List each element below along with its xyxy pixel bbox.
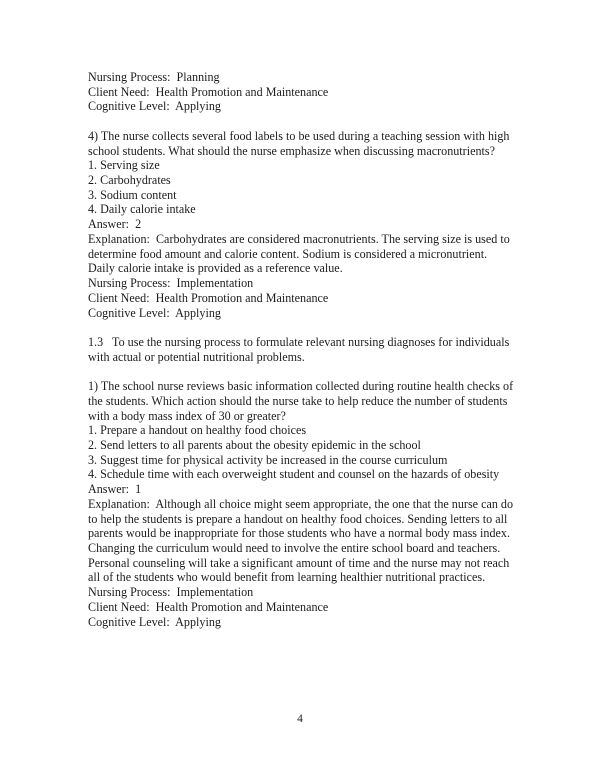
answer-option: 4. Daily calorie intake — [88, 202, 196, 217]
text-block-objective-1-3 — [88, 335, 514, 364]
text-line: Cognitive Level: Applying — [88, 305, 221, 320]
block-spacer — [88, 364, 514, 379]
block-spacer — [88, 320, 514, 335]
text-block-question-4 — [88, 129, 514, 320]
text-line: Nursing Process: Planning — [88, 70, 220, 84]
answer-key: Answer: 1 — [88, 482, 142, 497]
question-stem: 1) The school nurse reviews basic information collected during routine health checks of the students. Which action should the nurse take to help reduce the number of students with a body mass index of 30 or greater? — [88, 379, 517, 423]
page-number: 4 — [297, 713, 303, 725]
text-line: Client Need: Health Promotion and Maintenance — [88, 290, 329, 305]
answer-option: 2. Carbohydrates — [88, 173, 171, 188]
text-line: Nursing Process: Implementation — [88, 276, 254, 291]
answer-option: 1. Serving size — [88, 158, 160, 173]
answer-option: 4. Schedule time with each overweight student and counsel on the hazards of obesity — [88, 467, 500, 482]
explanation: Explanation: Carbohydrates are considered macronutrients. The serving size is used to determine food amount and calorie content. Sodium is considered a micronutrient. Daily calorie intake is provided as a reference value. — [88, 231, 513, 276]
explanation: Explanation: Although all choice might seem appropriate, the one that the nurse can do to help the students is prepare a handout on healthy food choices. Sending letters to all parents would be inappropriate for those students who have a normal body mass index. Changing the curriculum would need to involve the entire school board and teachers. Personal counseling will take a significant amount of time and the nurse may not reach all of the students who would benefit from learning healthier nutritional practices. — [88, 496, 517, 585]
text-block-q3-metadata — [88, 70, 514, 114]
text-line: Cognitive Level: Applying — [88, 614, 221, 629]
objective-heading: 1.3 To use the nursing process to formulate relevant nursing diagnoses for individuals with actual or potential nutritional problems. — [88, 334, 513, 364]
block-spacer — [88, 114, 514, 129]
text-line: Client Need: Health Promotion and Maintenance — [88, 599, 329, 614]
text-line: Client Need: Health Promotion and Maintenance — [88, 84, 329, 99]
answer-key: Answer: 2 — [88, 217, 142, 232]
text-line: Cognitive Level: Applying — [88, 99, 221, 114]
text-line: Nursing Process: Implementation — [88, 585, 254, 600]
page-body — [88, 70, 517, 629]
answer-option: 2. Send letters to all parents about the obesity epidemic in the school — [88, 437, 421, 452]
question-stem: 4) The nurse collects several food labels to be used during a teaching session with high school students. What should the nurse emphasize when discussing macronutrients? — [88, 128, 513, 158]
answer-option: 3. Suggest time for physical activity be increased in the course curriculum — [88, 452, 448, 467]
answer-option: 1. Prepare a handout on healthy food choices — [88, 423, 307, 438]
text-block-question-1 — [88, 379, 517, 629]
answer-option: 3. Sodium content — [88, 187, 177, 202]
